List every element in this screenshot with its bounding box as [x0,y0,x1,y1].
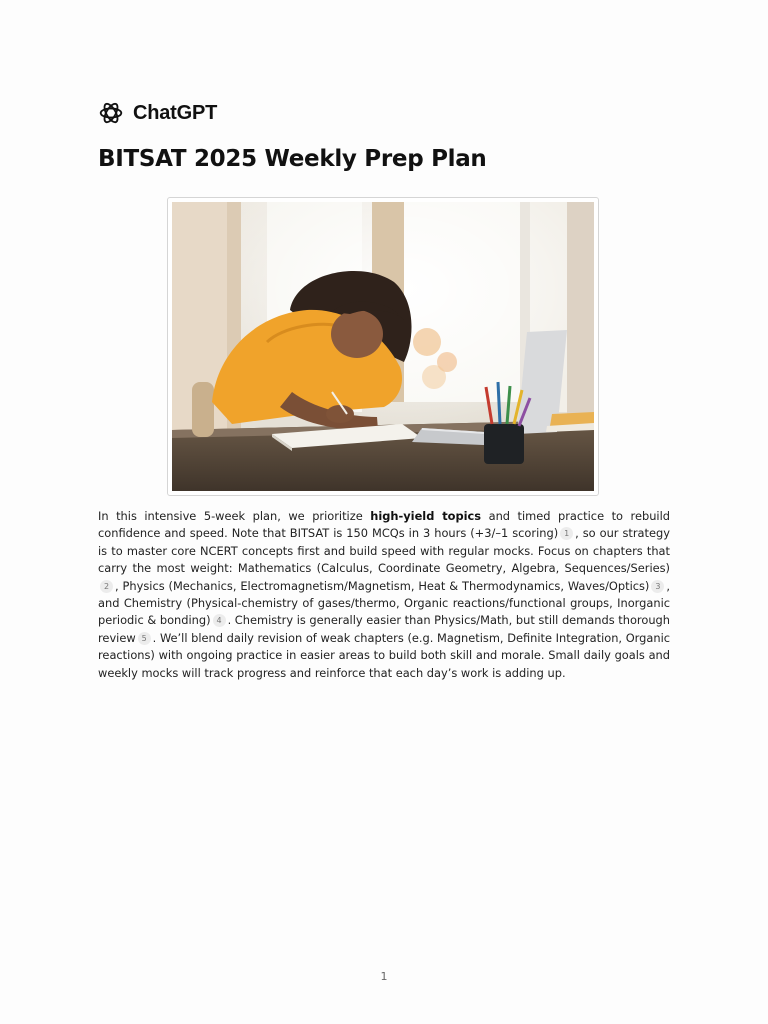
intro-text: , Physics (Mechanics, Electromagnetism/Magnetism, Heat & Thermodynamics, Waves/Optics) [115,578,650,593]
hero-image [167,197,599,496]
page-title: BITSAT 2025 Weekly Prep Plan [98,146,487,172]
student-studying-photo [172,202,594,491]
citation-badge-1[interactable]: 1 [560,527,573,540]
intro-text: , and Chemistry (Physical-chemistry of gases/thermo, Organic reactions/functional groups, Inorganic periodic & bonding) [98,578,670,628]
citation-badge-2[interactable]: 2 [100,580,113,593]
page-number: 1 [380,970,388,983]
citation-badge-5[interactable]: 5 [138,632,151,645]
intro-text: . Chemistry is generally easier than Physics/Math, but still demands thorough review [98,613,670,645]
citation-badge-4[interactable]: 4 [213,614,226,627]
intro-text: . We’ll blend daily revision of weak chapters (e.g. Magnetism, Definite Integration, Organic reactions) with ongoing practice in easier areas to build both skill and morale. Small daily goals and weekly mocks will track progress and reinforce that each day’s work is adding up. [98,630,670,680]
intro-text: and timed practice to rebuild confidence and speed. Note that BITSAT is 150 MCQs in 3 hours (+3/–1 scoring) [98,509,670,541]
citation-badge-3[interactable]: 3 [651,580,664,593]
brand-header [98,100,217,126]
intro-paragraph [98,508,670,682]
intro-text: In this intensive 5-week plan, we prioritize [98,509,371,523]
intro-text: , so our strategy is to master core NCERT concepts first and build speed with regular mocks. Focus on chapters that carry the most weight: Mathematics (Calculus, Coordinate Geometry, Algebra, Sequences/Series) [98,526,670,576]
openai-knot-icon [98,100,124,126]
high-yield-topics-emphasis: high-yield topics [370,509,482,523]
brand-name: ChatGPT [133,101,218,124]
